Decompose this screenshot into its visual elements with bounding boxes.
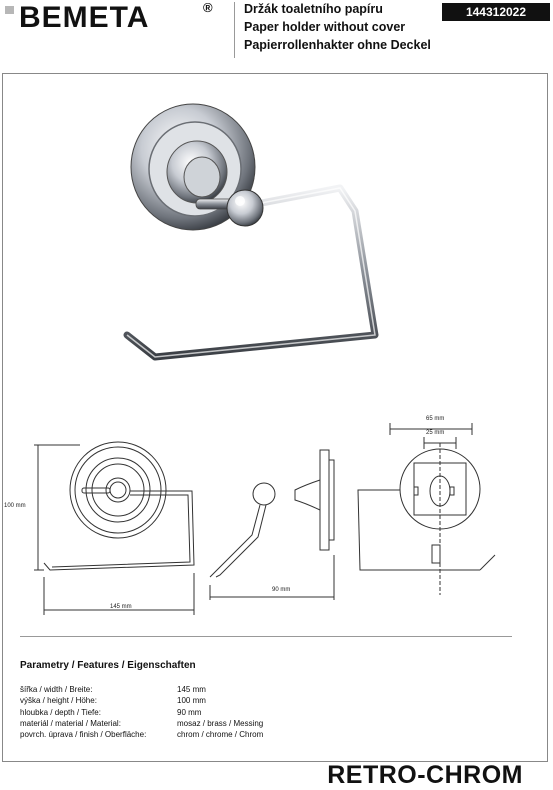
- feature-label: šířka / width / Breite:: [20, 685, 93, 694]
- dim-hole: 25 mm: [426, 430, 445, 436]
- product-photo: [100, 95, 390, 380]
- header-divider: [234, 2, 235, 58]
- section-divider: [20, 636, 512, 637]
- dim-width: 145 mm: [110, 604, 132, 610]
- dim-depth: 90 mm: [272, 587, 291, 593]
- series-name: RETRO-CHROM: [327, 761, 523, 789]
- product-title-de: Papierrollenhakter ohne Deckel: [244, 38, 431, 52]
- brand-logo: BEMETA: [19, 1, 150, 34]
- feature-value: 100 mm: [177, 696, 206, 706]
- feature-value: mosaz / brass / Messing: [177, 718, 264, 728]
- dim-plate: 65 mm: [426, 416, 445, 422]
- features-title: Parametry / Features / Eigenschaften: [20, 660, 196, 671]
- feature-row: [20, 695, 263, 706]
- feature-row: [20, 707, 263, 718]
- feature-value: 145 mm: [177, 685, 206, 694]
- dim-height: 100 mm: [4, 503, 26, 509]
- feature-label: povrch. úprava / finish / Oberfläche:: [20, 730, 147, 740]
- feature-label: hloubka / depth / Tiefe:: [20, 707, 101, 717]
- feature-row: [20, 718, 263, 729]
- feature-row: [20, 729, 263, 740]
- features-table: [20, 684, 263, 740]
- feature-label: materiál / material / Material:: [20, 718, 121, 728]
- product-code-badge: 144312022: [442, 3, 550, 21]
- feature-row: [20, 684, 263, 695]
- feature-label: výška / height / Höhe:: [20, 696, 97, 706]
- product-title-cz: Držák toaletního papíru: [244, 2, 383, 16]
- feature-value: chrom / chrome / Chrom: [177, 730, 264, 740]
- logo-mark: [5, 6, 14, 14]
- registered-mark: ®: [203, 0, 213, 15]
- feature-value: 90 mm: [177, 707, 202, 717]
- product-title-en: Paper holder without cover: [244, 20, 406, 34]
- technical-drawings: [20, 405, 520, 625]
